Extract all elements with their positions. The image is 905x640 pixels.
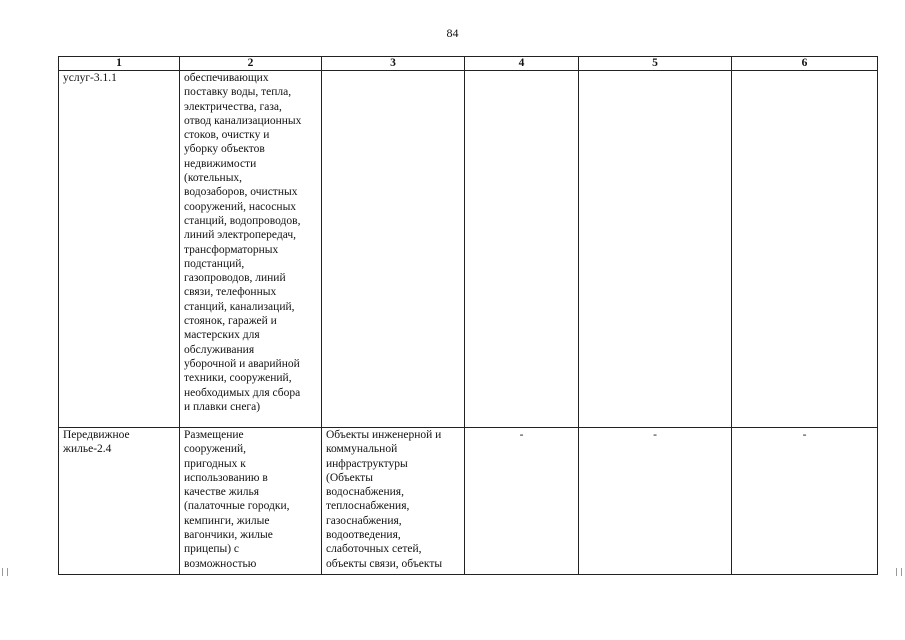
cell-text-line: газопроводов, линий [184, 272, 286, 285]
cell-text-line: необходимых для сбора [184, 386, 301, 399]
cell-text-line: стоянок, гаражей и [184, 315, 277, 328]
cell-text-line: газоснабжения, [326, 514, 402, 527]
cell-col5: - [579, 428, 732, 575]
cell-text-line: использованию в [184, 471, 268, 484]
cell-text-line: недвижимости [184, 157, 257, 170]
cell-text-line: электричества, газа, [184, 100, 282, 113]
column-header-5: 5 [579, 57, 732, 71]
table-row [59, 428, 878, 575]
cell-text-line: линий электропередач, [184, 229, 297, 242]
column-header-4: 4 [465, 57, 579, 71]
cell-col4 [465, 71, 579, 428]
page-number: 84 [446, 26, 459, 40]
cell-text-line: станций, канализаций, [184, 300, 295, 313]
cell-permitted-use [59, 428, 180, 575]
table-header-row [59, 57, 878, 71]
cell-col6: - [732, 428, 878, 575]
cell-text-line: инфраструктуры [326, 457, 408, 470]
cell-text-line: Размещение [184, 429, 244, 441]
cell-text-line: кемпинги, жилые [184, 514, 270, 527]
cell-text-line: обеспечивающих [184, 72, 269, 84]
cell-text-line: возможностью [184, 557, 257, 570]
cell-text-line: уборку объектов [184, 143, 265, 156]
cell-text-line: прицепы) с [184, 543, 240, 556]
cell-text-line: стоков, очистку и [184, 129, 270, 142]
cell-text-line: качестве жилья [184, 486, 260, 499]
cell-text-line: коммунальной [326, 443, 398, 456]
cell-col6 [732, 71, 878, 428]
cell-text-line: теплоснабжения, [326, 500, 410, 513]
cell-text-line: сооружений, [184, 443, 247, 456]
cell-text-line: мастерских для [184, 329, 260, 342]
scan-edge-mark-right [896, 568, 902, 576]
cell-text-line: техники, сооружений, [184, 372, 292, 385]
cell-auxiliary-use [322, 71, 465, 428]
column-header-3: 3 [322, 57, 465, 71]
cell-text-line: связи, телефонных [184, 286, 277, 299]
cell-text-line: услуг-3.1.1 [63, 72, 117, 84]
column-header-6: 6 [732, 57, 878, 71]
cell-col5 [579, 71, 732, 428]
zoning-table [58, 56, 878, 575]
cell-text-line: жилье-2.4 [63, 443, 112, 456]
scan-edge-mark-left [2, 568, 8, 576]
cell-text-line: объекты связи, объекты [326, 557, 443, 570]
cell-text-line: слаботочных сетей, [326, 543, 422, 556]
cell-text-line: Передвижное [63, 429, 130, 441]
cell-use-description [180, 71, 322, 428]
cell-text-line: водоотведения, [326, 529, 401, 542]
cell-text-line: поставку воды, тепла, [184, 86, 292, 99]
cell-text-line: водозаборов, очистных [184, 186, 298, 199]
cell-text-line: сооружений, насосных [184, 200, 297, 213]
cell-text-line: уборочной и аварийной [184, 357, 300, 370]
cell-text-line: отвод канализационных [184, 114, 302, 127]
table-row [59, 71, 878, 428]
cell-text-line: водоснабжения, [326, 486, 404, 499]
cell-text-line: (котельных, [184, 172, 243, 185]
cell-text-line: подстанций, [184, 257, 245, 270]
column-header-1: 1 [59, 57, 180, 71]
cell-text-line: и плавки снега) [184, 400, 261, 413]
cell-text-line: (Объекты [326, 471, 373, 484]
cell-text-line: пригодных к [184, 457, 246, 470]
cell-text-line: станций, водопроводов, [184, 214, 301, 227]
column-header-2: 2 [180, 57, 322, 71]
cell-text-line: (палаточные городки, [184, 500, 290, 513]
cell-auxiliary-use [322, 428, 465, 575]
cell-permitted-use [59, 71, 180, 428]
cell-text-line: Объекты инженерной и [326, 429, 442, 441]
cell-text-line: трансформаторных [184, 243, 279, 256]
cell-text-line: обслуживания [184, 343, 255, 356]
cell-use-description [180, 428, 322, 575]
cell-col4: - [465, 428, 579, 575]
cell-text-line: вагончики, жилые [184, 529, 273, 542]
